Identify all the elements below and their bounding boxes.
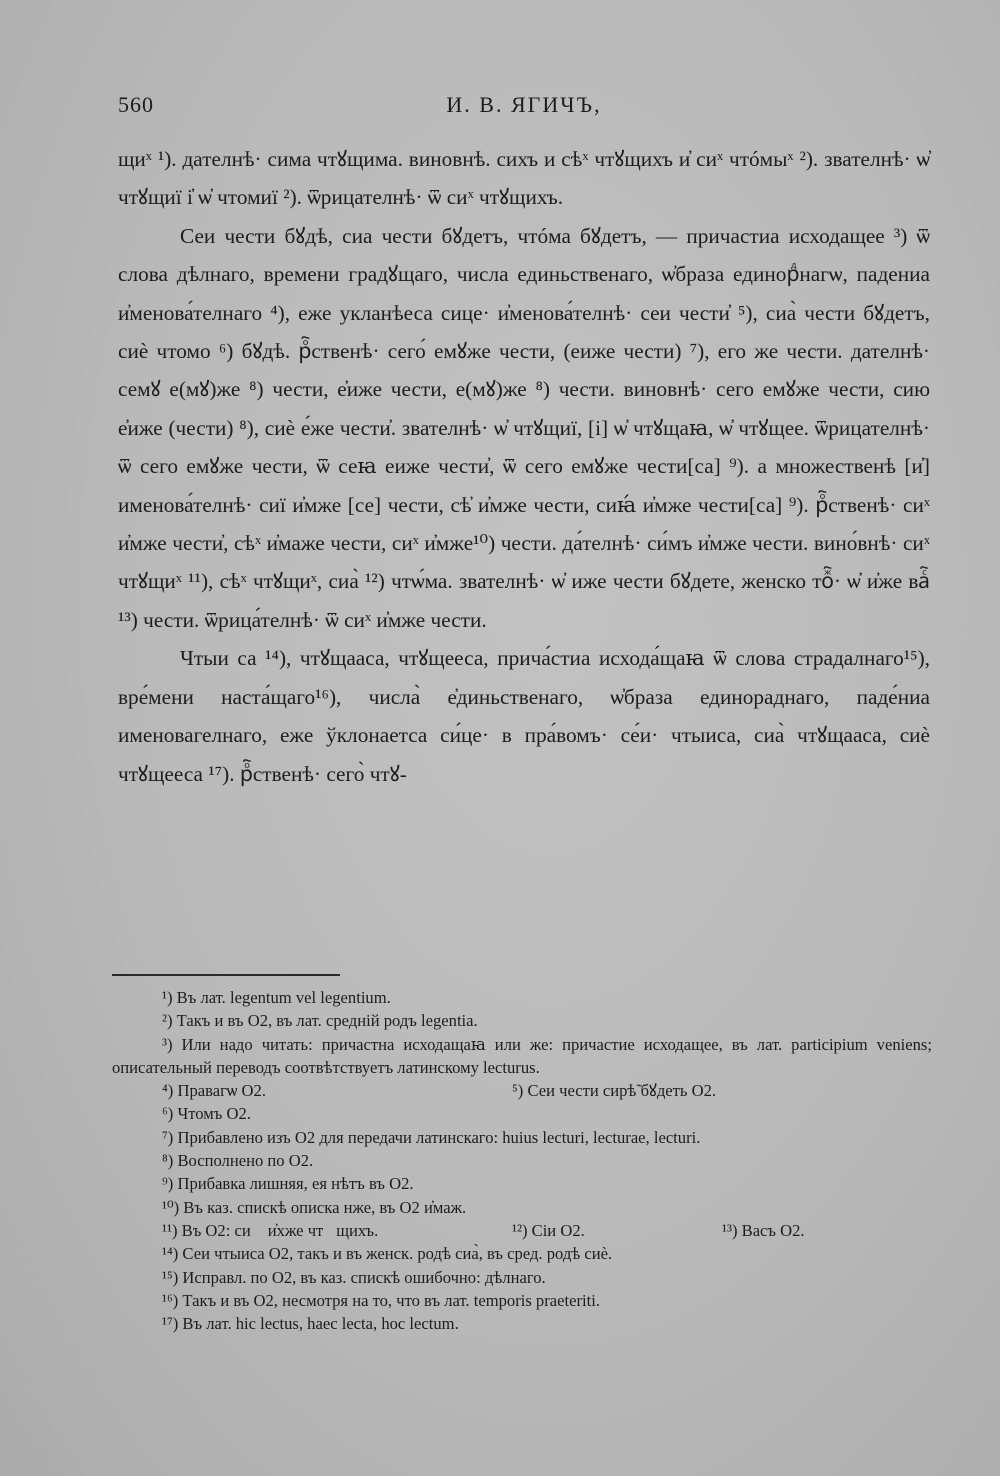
footnote-2: ²) Такъ и въ О2, въ лат. средній родъ legentia. <box>162 1011 478 1031</box>
footnote-4: ⁴) Правагѡ О2. <box>162 1081 266 1101</box>
footnote-16: ¹⁶) Такъ и въ О2, несмотря на то, что въ лат. temporis praeteriti. <box>162 1290 600 1310</box>
footnote-10: ¹⁰) Въ каз. спискѣ описка нже, въ О2 и̓маж. <box>162 1197 467 1217</box>
footnote-separator <box>112 974 340 976</box>
page-header <box>118 92 930 126</box>
footnote-5: ⁵) Сеи чести сирѣ̃ бꙋдеть О2. <box>512 1081 717 1101</box>
footnote-11: ¹¹) Въ О2: сиⷯ и̓хже чтꙋщихъ. <box>162 1220 379 1240</box>
paragraph-participle-passive: Чтыи са ¹⁴), чтꙋщааса, чтꙋщееса, прича́стиа исхода́щаꙗ ѿ слова страдалнаго¹⁵), вре́мени наста́щаго¹⁶), числа̀ е̓диньственаго, ѡ҆браза единораднаго, паде́ниа именовагелнаго, еже ўклонаетса си́це· в пра́вомъ· се́и· чтыиса, сиа̀ чтꙋщааса, сиѐ чтꙋщееса ¹⁷). рⷪ҇ственѣ· сего̀ чтꙋ- <box>118 646 930 786</box>
footnote-17: ¹⁷) Въ лат. hic lectus, haec lecta, hoc lectum. <box>162 1314 459 1334</box>
footnote-1: ¹) Въ лат. legentum vel legentium. <box>162 988 391 1007</box>
footnote-row-4-5 <box>112 1079 932 1102</box>
footnote-3: ³) Или надо читать: причастна исходащаꙗ или же: причастие исходащее, въ лат. participium veniens; описательный переводъ соотвѣтствуетъ латинскому lecturus. <box>112 1034 932 1077</box>
main-text <box>118 140 930 793</box>
running-head: И. В. ЯГИЧЪ, <box>446 92 602 117</box>
footnote-12: ¹²) Сіи О2. <box>512 1220 585 1240</box>
footnote-8: ⁸) Восполнено по О2. <box>162 1151 314 1171</box>
footnote-14: ¹⁴) Сеи чтыиса О2, такъ и въ женск. родѣ сиа̀, въ сред. родѣ сиѐ. <box>162 1244 613 1264</box>
footnote-15: ¹⁵) Исправл. по О2, въ каз. спискѣ ошибочно: дѣлнаго. <box>162 1267 546 1287</box>
footnote-13: ¹³) Васъ О2. <box>722 1220 805 1240</box>
footnote-9: ⁹) Прибавка лишняя, ея нѣтъ въ О2. <box>162 1174 414 1194</box>
paragraph-participle-active: Сеи чести бꙋдѣ, сиа чести бꙋдетъ, чтóма бꙋдетъ, — причастиа исходащее ³) ѿ слова дѣлнаго, времени градꙋщаго, числа единьственаго, ѡ҆браза единорⷣнагѡ, падениа и̓менова́телнаго ⁴), еже укланѣеса сице· и̓менова́телнѣ· сеи чести̓ ⁵), сиа̀ чести бꙋдетъ, сиѐ чтомо ⁶) бꙋдѣ. рⷪ҇ственѣ· сего́ емꙋже чести, (еиже чести) ⁷), его же чести. дателнѣ· семꙋ е(мꙋ)же ⁸) чести, е̓иже чести, е(мꙋ)же ⁸) чести. виновнѣ· сего емꙋже чести, сию е̓иже (чести) ⁸), сиѐ е́же чести̓. звателнѣ· ѡ҆ чтꙋщиї, [і] ѡ҆ чтꙋщаꙗ, ѡ҆ чтꙋщее. ѿрицателнѣ· ѿ сего емꙋже чести, ѿ сеꙗ еиже чести̓, ѿ сего емꙋже чести[са] ⁹). а множественѣ [и̓] именова́телнѣ· сиї и̓мже [се] чести, сѣ̓ и̓мже чести, сиꙗ́ и̓мже чести[са] ⁹). рⷪ҇ственѣ· сиˣ и̓мже чести̓, сѣˣ и̓маже чести, сиˣ и̓мже¹⁰) чести. да́телнѣ· си́мъ и̓мже чести. вино́внѣ· сиˣ чтꙋщиˣ ¹¹), сѣˣ чтꙋщиˣ, сиа̀ ¹²) чтѡ́ма. звателнѣ· ѡ҆ иже чести бꙋдете, женско тоⷤ҇· ѡ҆ и̓же ваⷭ҇ ¹³) чести. ѿрица́телнѣ· ѿ сиˣ и̓мже чести. <box>118 223 930 632</box>
footnote-6: ⁶) Чтомъ О2. <box>162 1104 251 1124</box>
page-number: 560 <box>118 92 154 117</box>
footnotes <box>112 986 932 1335</box>
footnote-7: ⁷) Прибавлено изъ О2 для передачи латинскаго: huius lecturi, lecturae, lecturi. <box>162 1127 701 1147</box>
paragraph-continuation: щиˣ ¹). дателнѣ· сима чтꙋщима. виновнѣ. сихъ и сѣˣ чтꙋщихъ и̓ сиˣ чтóмыˣ ²). звателнѣ· ѡ҆ чтꙋщиї і̓ ѡ҆ чтомиї ²). ѿрицателнѣ· ѿ сиˣ чтꙋщихъ. <box>118 147 930 210</box>
footnote-row-11-13 <box>112 1219 932 1242</box>
